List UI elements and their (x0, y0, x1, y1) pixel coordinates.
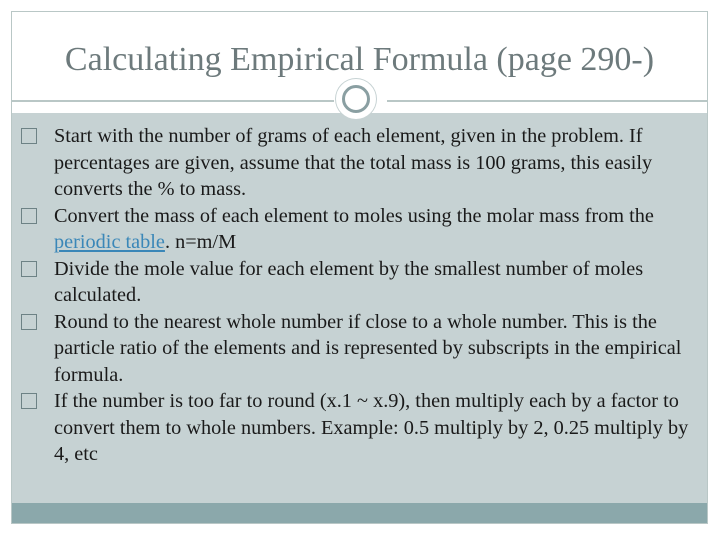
bullet-text: Round to the nearest whole number if close to a whole number. This is the particle ratio of the elements and is represented by subscripts in the empirical formula. (54, 310, 682, 386)
bullet-text: Start with the number of grams of each element, given in the problem. If percentages are given, assume that the total mass is 100 grams, this easily converts the % to mass. (54, 125, 653, 200)
slide-title: Calculating Empirical Formula (page 290-) (64, 41, 655, 78)
square-bullet-icon (21, 393, 37, 409)
bullet-item (21, 203, 706, 256)
square-bullet-icon (21, 208, 37, 224)
square-bullet-icon (21, 128, 37, 144)
bullet-item (21, 309, 706, 389)
circle-ring-icon (336, 79, 376, 119)
slide (11, 11, 708, 524)
title-divider-left (12, 100, 334, 102)
periodic-table-link[interactable]: periodic table (54, 231, 165, 253)
bullet-item (21, 123, 706, 203)
bullet-text: Divide the mole value for each element by the smallest number of moles calculated. (54, 257, 644, 306)
circle-ring-inner (342, 85, 370, 113)
bullet-list (21, 123, 706, 468)
bullet-item (21, 256, 706, 309)
bullet-item (21, 388, 706, 468)
bullet-text: . n=m/M (164, 231, 237, 253)
bullet-text: Convert the mass of each element to moles using the molar mass from the (54, 204, 654, 227)
square-bullet-icon (21, 314, 37, 330)
title-divider-right (387, 100, 708, 102)
bullet-text: If the number is too far to round (x.1 ~ x.9), then multiply each by a factor to convert them to whole numbers. Example: 0.5 multiply by 2, 0.25 multiply by 4, etc (54, 390, 689, 465)
square-bullet-icon (21, 261, 37, 277)
footer-bar (12, 503, 707, 524)
